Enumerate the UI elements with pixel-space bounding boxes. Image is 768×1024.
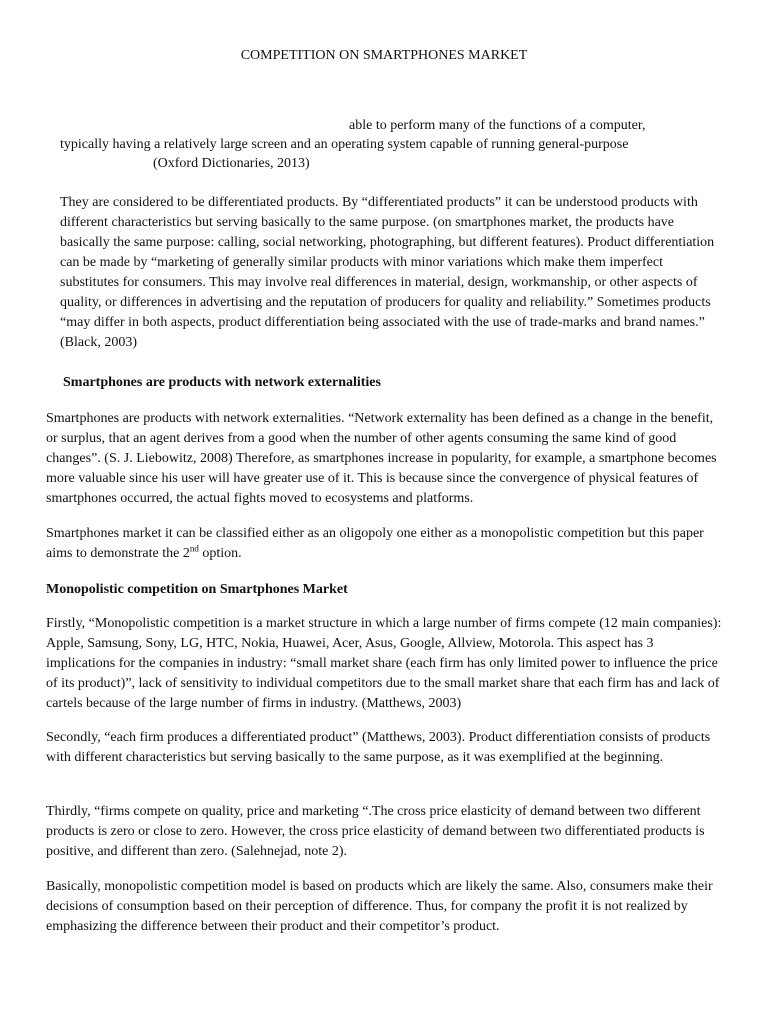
document-title: COMPETITION ON SMARTPHONES MARKET: [240, 48, 528, 63]
paragraph-secondly: Secondly, “each firm produces a differentiated product” (Matthews, 2003). Product differentiation consists of products with different characteristics but serving basically to the same purpose, as it was exemplified at the beginning.: [46, 730, 711, 765]
paragraph-differentiated-products: They are considered to be differentiated products. By “differentiated products” it can be understood products with different characteristics but serving basically to the same purpose. (on smartphones market, the products have basically the same purpose: calling, social networking, photographing, but different features). Product differentiation can be made by “marketing of generally similar products with minor variations which make them imperfect substitutes for consumers. This may involve real differences in material, design, workmanship, or other aspects of quality, or differences in advertising and the reputation of producers for quality and reliability.” Sometimes products “may differ in both aspects, product differentiation being associated with the use of trade-marks and brand names.” (Black, 2003): [60, 195, 715, 350]
heading-monopolistic-competition: Monopolistic competition on Smartphones Market: [46, 582, 348, 597]
classification-text-end: option.: [198, 546, 242, 561]
definition-block: [60, 116, 720, 173]
paragraph-firstly: Firstly, “Monopolistic competition is a market structure in which a large number of firms compete (12 main companies): Apple, Samsung, Sony, LG, HTC, Nokia, Huawei, Acer, Asus, Google, Allview, Motorola. This aspect has 3 implications for the companies in industry: “small market share (each firm has only limited power to influence the price of its product)”, lack of sensitivity to individual competitors due to the small market share that each firm has and lack of cartels because of the large number of firms in industry. (Matthews, 2003): [46, 616, 722, 711]
heading-network-externalities: Smartphones are products with network externalities: [63, 375, 381, 390]
ordinal-superscript: nd: [189, 543, 199, 554]
paragraph-basically: Basically, monopolistic competition model is based on products which are likely the same. Also, consumers make their decisions of consumption based on their perception of difference. Thus, for company the profit it is not realized by emphasizing the difference between their product and their competitor’s product.: [46, 879, 713, 934]
paragraph-market-classification: [46, 524, 726, 564]
paragraph-network-externalities: Smartphones are products with network externalities. “Network externality has been defined as a change in the benefit, or surplus, that an agent derives from a good when the number of other agents consuming the same kind of good changes”. (S. J. Liebowitz, 2008) Therefore, as smartphones increase in popularity, for example, a smartphone becomes more valuable since his user will have greater use of it. This is because since the convergence of physical features of smartphones occurred, the actual fights moved to ecosystems and platforms.: [46, 411, 717, 506]
definition-line-2: typically having a relatively large screen and an operating system capable of running general-purpose: [60, 137, 629, 152]
classification-text: Smartphones market it can be classified either as an oligopoly one either as a monopolistic competition but this paper aims to demonstrate the 2: [46, 526, 704, 561]
definition-line-1: able to perform many of the functions of a computer,: [349, 118, 646, 133]
paragraph-thirdly: Thirdly, “firms compete on quality, price and marketing “.The cross price elasticity of demand between two different products is zero or close to zero. However, the cross price elasticity of demand between two differentiated products is positive, and different than zero. (Salehnejad, note 2).: [46, 804, 705, 859]
definition-citation: (Oxford Dictionaries, 2013): [153, 156, 310, 171]
